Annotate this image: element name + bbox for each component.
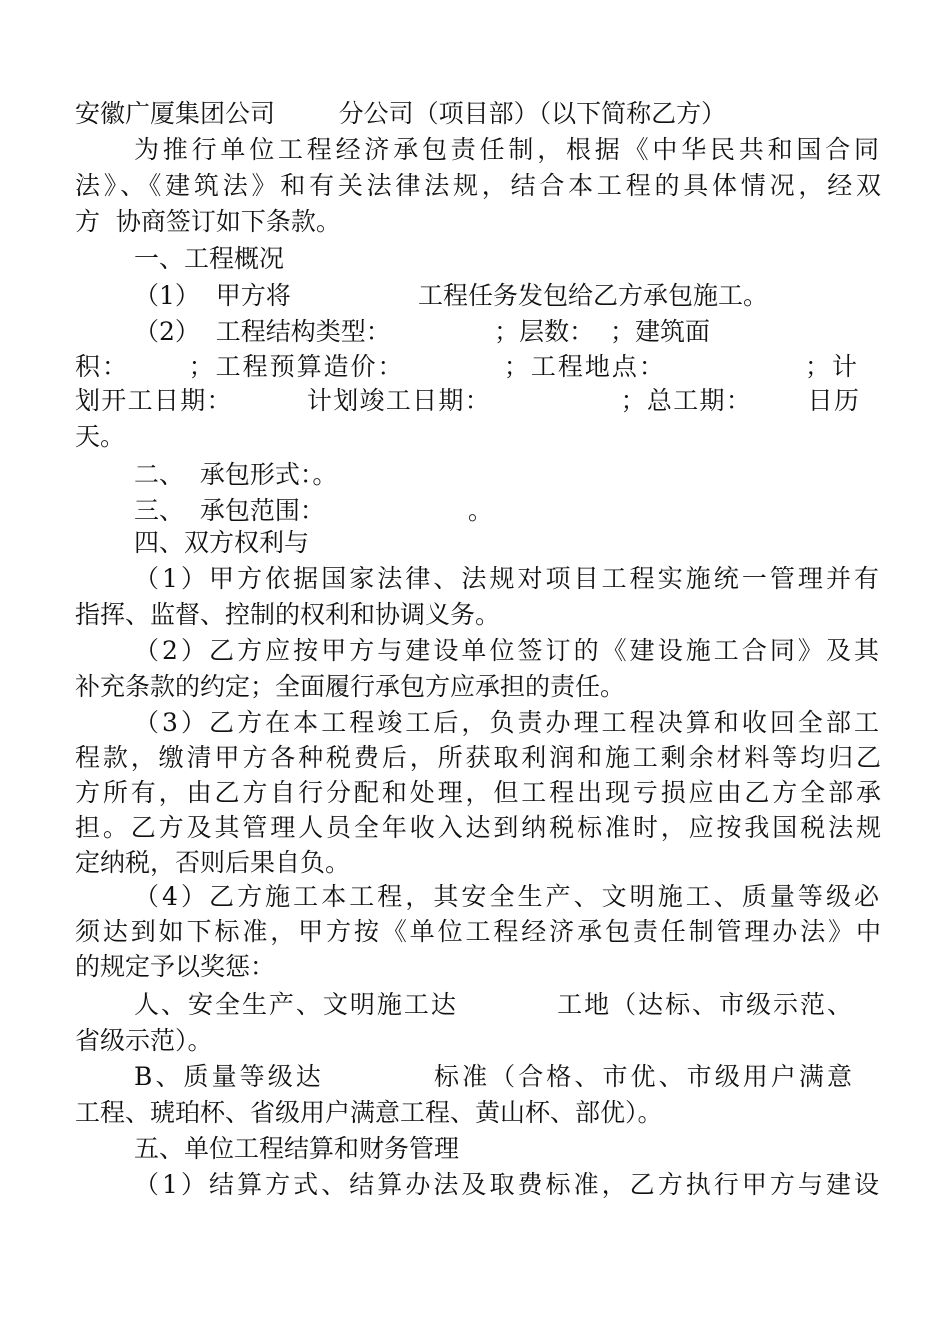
clause-line: （1）结算方式、结算办法及取费标准，乙方执行甲方与建设 [134, 1170, 879, 1199]
clause-line: （1） 甲方将 工程任务发包给乙方承包施工。 [134, 281, 768, 310]
clause-line: （2）乙方应按甲方与建设单位签订的《建设施工合同》及其 [134, 636, 879, 665]
clause-line: 定纳税，否则后果自负。 [75, 848, 351, 877]
clause-line: （3）乙方在本工程竣工后，负责办理工程决算和收回全部工 [134, 708, 879, 737]
clause-line: （4）乙方施工本工程，其安全生产、文明施工、质量等级必 [134, 882, 879, 911]
clause-line: （1）甲方依据国家法律、法规对项目工程实施统一管理并有 [134, 564, 879, 593]
intro-paragraph-line: 为推行单位工程经济承包责任制，根据《中华民共和国合同 [134, 135, 879, 164]
section-heading: 一、工程概况 [134, 244, 285, 273]
section-heading: 二、 承包形式：。 [134, 460, 338, 489]
party-b-line: 安徽广厦集团公司 分公司（项目部）（以下简称乙方） [75, 99, 727, 128]
clause-line: 指挥、监督、控制的权利和协调义务。 [75, 600, 501, 629]
clause-line: 担。乙方及其管理人员全年收入达到纳税标准时，应按我国税法规 [75, 813, 881, 842]
section-heading: 五、单位工程结算和财务管理 [134, 1134, 460, 1163]
clause-line: 程款，缴清甲方各种税费后，所获取利润和施工剩余材料等均归乙 [75, 743, 881, 772]
clause-line: 须达到如下标准，甲方按《单位工程经济承包责任制管理办法》中 [75, 917, 881, 946]
clause-line: 省级示范）。 [75, 1026, 213, 1055]
clause-line: 补充条款的约定；全面履行承包方应承担的责任。 [75, 672, 626, 701]
clause-line: 工程、琥珀杯、省级用户满意工程、黄山杯、部优）。 [75, 1098, 663, 1127]
clause-line: 的规定予以奖惩： [75, 952, 276, 981]
section-heading: 三、 承包范围： 。 [134, 496, 493, 525]
section-heading: 四、双方权利与 [134, 528, 310, 557]
clause-line: 划开工日期： 计划竣工日期： ；总工期： 日历 [75, 386, 859, 415]
intro-paragraph-line: 法》、《建筑法》和有关法律法规，结合本工程的具体情况，经双 [75, 171, 881, 200]
clause-line: 方所有，由乙方自行分配和处理，但工程出现亏损应由乙方全部承 [75, 778, 881, 807]
intro-paragraph-line: 方 协商签订如下条款。 [75, 207, 341, 236]
clause-line: 人、安全生产、文明施工达 工地（达标、市级示范、 [134, 990, 852, 1019]
clause-line: B、质量等级达 标准（合格、市优、市级用户满意 [134, 1062, 852, 1091]
clause-line: （2） 工程结构类型： ；层数： ；建筑面 [134, 317, 711, 346]
clause-line: 天。 [75, 422, 126, 451]
clause-line: 积： ；工程预算造价： ；工程地点： ；计 [75, 352, 857, 381]
